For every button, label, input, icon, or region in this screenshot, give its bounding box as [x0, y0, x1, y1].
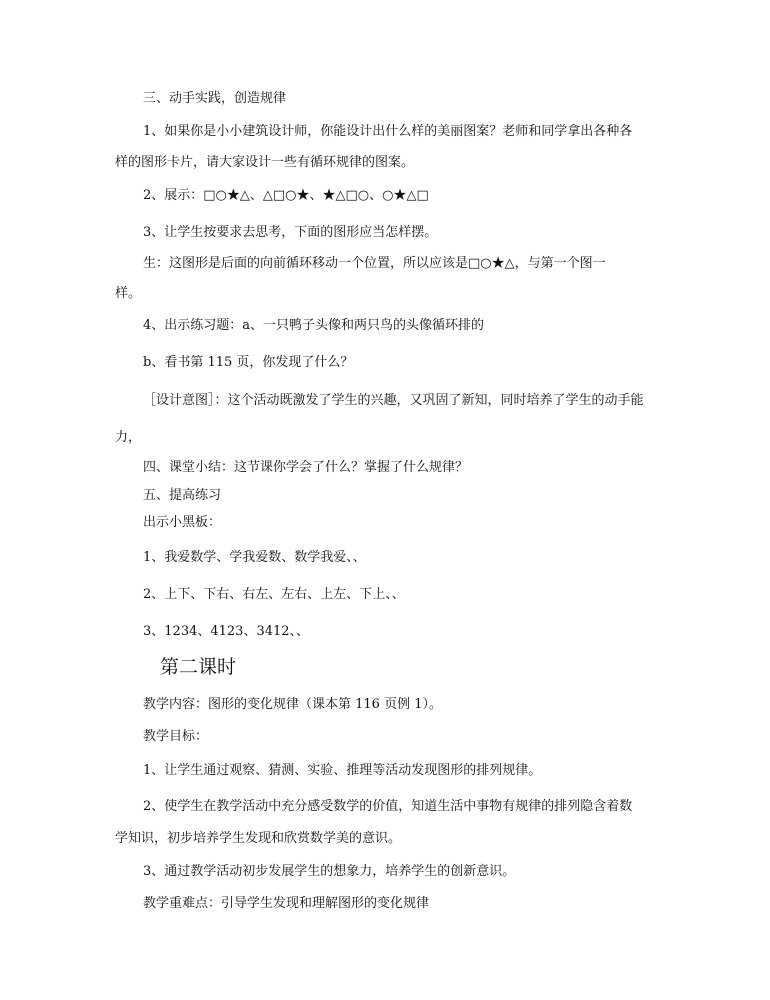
item1-line1: 1、如果你是小小建筑设计师，你能设计出什么样的美丽图案？老师和同学拿出各种各	[143, 124, 633, 139]
item4b: b、看书第 115 页，你发现了什么？	[143, 355, 354, 370]
exercise-3: 3、1234、4123、3412、、	[143, 624, 310, 639]
item1-line2: 样的图形卡片，请大家设计一些有循环规律的图案。	[115, 155, 415, 170]
goal2-line2: 学知识，初步培养学生发现和欣赏数学美的意识。	[115, 831, 402, 846]
goal-1: 1、让学生通过观察、猜测、实验、推理等活动发现图形的排列规律。	[143, 763, 542, 778]
exercise-2: 2、上下、下右、右左、左右、上左、下上、、	[143, 587, 405, 602]
key-points: 教学重难点：引导学生发现和理解图形的变化规律	[143, 896, 430, 911]
design-line2: 力，	[115, 430, 142, 445]
blackboard-label: 出示小黑板：	[143, 515, 222, 530]
teaching-content: 教学内容：图形的变化规律（课本第 116 页例 1）。	[143, 697, 442, 712]
item2: 2、展示：□○★△、△□○★、★△□○、○★△□	[143, 188, 429, 203]
section3-title: 三、动手实践，创造规律	[143, 91, 287, 106]
student-line1: 生：这图形是后面的向前循环移动一个位置，所以应该是□○★△，与第一个图一	[143, 256, 606, 271]
student-line2: 样。	[115, 286, 142, 301]
goal-3: 3、通过教学活动初步发展学生的想象力，培养学生的创新意识。	[143, 864, 516, 879]
section4: 四、课堂小结：这节课你学会了什么？掌握了什么规律？	[143, 460, 469, 475]
lesson2-heading: 第二课时	[160, 656, 237, 678]
design-line1: ［设计意图］：这个活动既激发了学生的兴趣，又巩固了新知，同时培养了学生的动手能	[143, 393, 644, 408]
exercise-1: 1、我爱数学、学我爱数、数学我爱、、	[143, 550, 366, 565]
goal2-line1: 2、使学生在教学活动中充分感受数学的价值，知道生活中事物有规律的排列隐含着数	[143, 799, 633, 814]
section5: 五、提高练习	[143, 488, 222, 503]
item3: 3、让学生按要求去思考，下面的图形应当怎样摆。	[143, 225, 438, 240]
item4: 4、出示练习题：a、一只鸭子头像和两只鸟的头像循环排的	[143, 318, 485, 333]
goals-title: 教学目标：	[143, 729, 209, 744]
